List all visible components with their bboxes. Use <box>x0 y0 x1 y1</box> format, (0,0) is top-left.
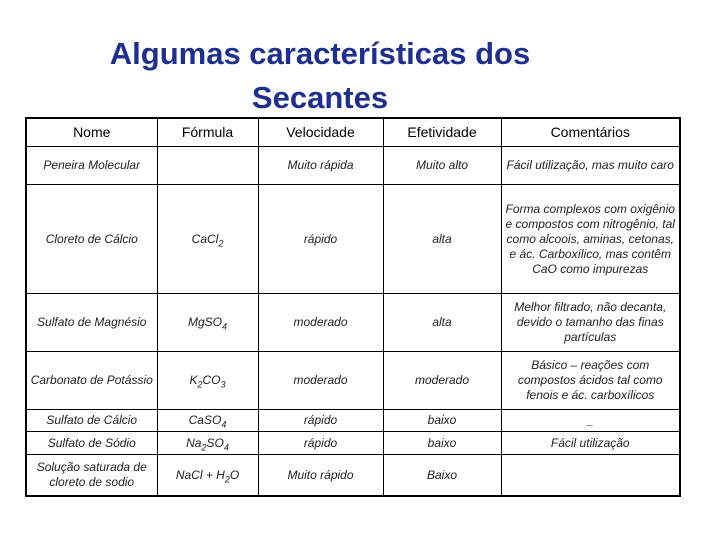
formula-subscript: 4 <box>221 419 227 430</box>
cell-efetividade: baixo <box>383 410 501 432</box>
formula-part: CO <box>202 373 221 387</box>
cell-comentarios: Fácil utilização <box>501 432 680 455</box>
formula-subscript: 3 <box>220 379 226 390</box>
formula-part: MgSO <box>187 315 222 329</box>
cell-efetividade: baixo <box>383 432 501 455</box>
formula-part: CaCl <box>191 231 219 246</box>
table-header-row <box>26 118 680 147</box>
cell-velocidade: rápido <box>258 185 383 294</box>
cell-comentarios: Forma complexos com oxigênio e compostos com nitrogênio, tal como alcoois, aminas, cetonas, e ác. Carboxílico, mas contêm CaO como impurezas <box>501 185 680 294</box>
cell-formula <box>157 352 258 410</box>
cell-efetividade: alta <box>383 294 501 352</box>
table-row <box>26 185 680 294</box>
page-title <box>60 32 580 120</box>
cell-formula <box>157 410 258 432</box>
table-row <box>26 352 680 410</box>
cell-comentarios <box>501 455 680 497</box>
cell-efetividade: Muito alto <box>383 147 501 185</box>
cell-comentarios: Melhor filtrado, não decanta, devido o tamanho das finas partículas <box>501 294 680 352</box>
formula-subscript: 2 <box>218 237 224 248</box>
formula-subscript: 2 <box>224 473 230 484</box>
cell-comentarios: Fácil utilização, mas muito caro <box>501 147 680 185</box>
cell-velocidade: moderado <box>258 294 383 352</box>
table-row <box>26 410 680 432</box>
cell-nome: Sulfato de Magnésio <box>26 294 157 352</box>
cell-formula <box>157 455 258 497</box>
table-row <box>26 455 680 497</box>
cell-velocidade: Muito rápida <box>258 147 383 185</box>
table-row <box>26 294 680 352</box>
table-row <box>26 432 680 455</box>
header-nome: Nome <box>26 118 157 147</box>
cell-formula <box>157 432 258 455</box>
cell-efetividade: moderado <box>383 352 501 410</box>
cell-nome: Carbonato de Potássio <box>26 352 157 410</box>
cell-comentarios: _ <box>501 410 680 432</box>
cell-nome: Sulfato de Cálcio <box>26 410 157 432</box>
formula-part: O <box>229 467 240 482</box>
table-row <box>26 147 680 185</box>
header-comentarios: Comentários <box>501 118 680 147</box>
cell-nome: Solução saturada de cloreto de sodio <box>26 455 157 497</box>
cell-nome: Peneira Molecular <box>26 147 157 185</box>
cell-velocidade: rápido <box>258 432 383 455</box>
header-formula: Fórmula <box>157 118 258 147</box>
header-efetividade: Efetividade <box>383 118 501 147</box>
cell-velocidade: moderado <box>258 352 383 410</box>
cell-efetividade: Baixo <box>383 455 501 497</box>
cell-nome: Sulfato de Sódio <box>26 432 157 455</box>
title-line-1: Algumas características dos <box>109 36 531 71</box>
formula-subscript: 2 <box>197 379 203 390</box>
desiccants-table-container <box>25 117 679 497</box>
formula-part: Na <box>186 435 202 450</box>
cell-formula <box>157 147 258 185</box>
formula-subscript: 2 <box>201 441 207 452</box>
cell-nome: Cloreto de Cálcio <box>26 185 157 294</box>
header-velocidade: Velocidade <box>258 118 383 147</box>
cell-velocidade: Muito rápido <box>258 455 383 497</box>
desiccants-table <box>25 117 681 497</box>
formula-part: SO <box>206 435 224 450</box>
cell-velocidade: rápido <box>258 410 383 432</box>
formula-part: CaSO <box>188 413 222 427</box>
formula-part: K <box>189 373 198 387</box>
formula-part: NaCl + H <box>175 467 225 482</box>
formula-subscript: 4 <box>222 321 228 332</box>
cell-formula <box>157 185 258 294</box>
cell-comentarios: Básico – reações com compostos ácidos tal como fenois e ác. carboxílicos <box>501 352 680 410</box>
cell-efetividade: alta <box>383 185 501 294</box>
title-line-2: Secantes <box>251 80 389 115</box>
cell-formula <box>157 294 258 352</box>
formula-subscript: 4 <box>223 441 229 452</box>
